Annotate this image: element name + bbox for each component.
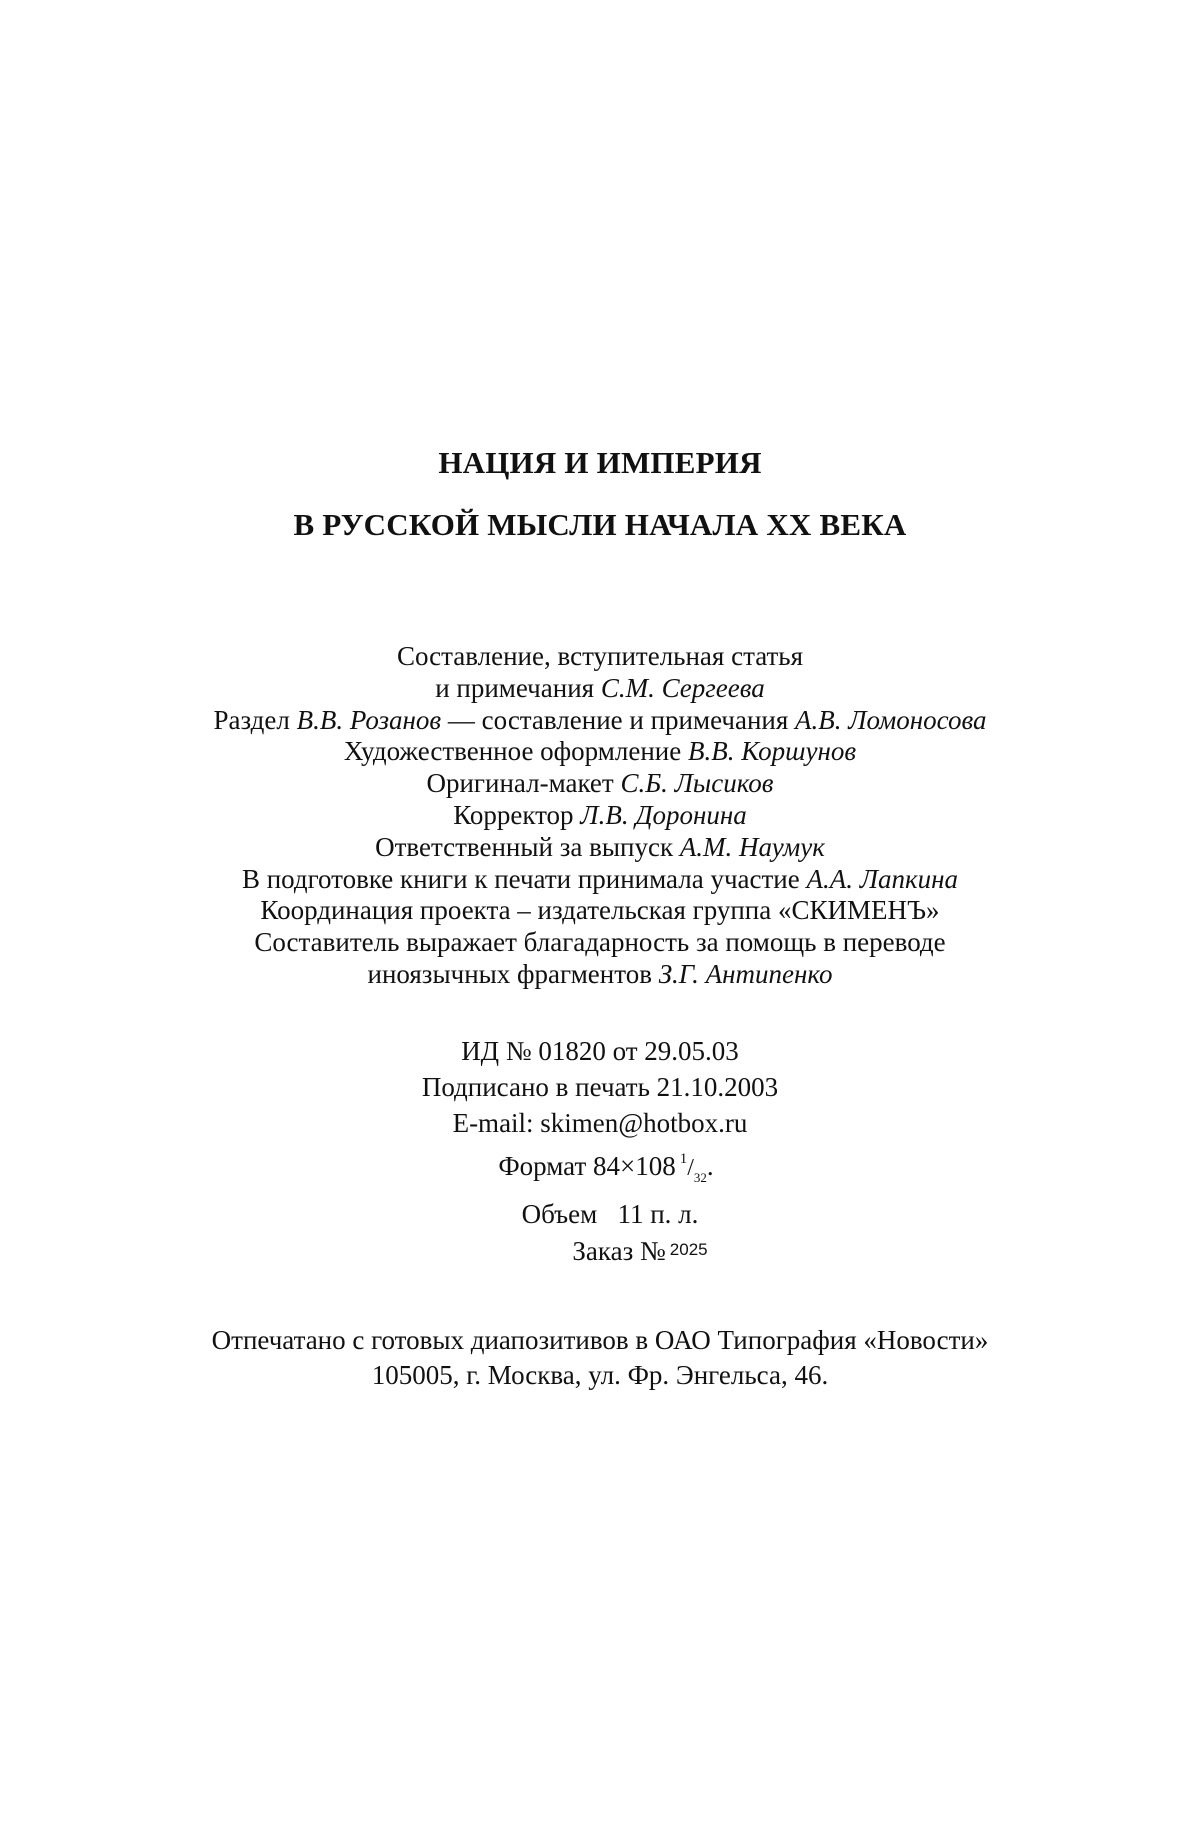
printer-address: 105005, г. Москва, ул. Фр. Энгельса, 46. <box>371 1360 829 1390</box>
book-title <box>0 432 1200 556</box>
credit-preparation <box>0 864 1200 896</box>
credit-compilation <box>0 641 1200 673</box>
credit-thanks <box>0 927 1200 959</box>
credit-text: Координация проекта – издательская группа «СКИМЕНЪ» <box>260 895 940 926</box>
credit-translation <box>0 959 1200 991</box>
credit-text: Корректор <box>453 799 581 830</box>
volume-line <box>10 1196 1200 1232</box>
credit-notes <box>0 673 1200 705</box>
credit-text: Оригинал-макет <box>426 768 621 799</box>
format-suffix: . <box>706 1151 714 1181</box>
printer-info <box>0 1323 1200 1393</box>
printer-name: Отпечатано с готовых диапозитивов в ОАО Типография «Новости» <box>211 1325 989 1355</box>
credit-rozanov-section <box>0 705 1200 737</box>
credit-proofreader <box>0 800 1200 832</box>
credit-person: С.М. Сергеева <box>600 672 765 703</box>
credit-text: — составление и примечания <box>441 704 796 735</box>
signed-date: Подписано в печать 21.10.2003 <box>421 1072 779 1102</box>
format-line <box>6 1141 1200 1196</box>
credit-person: А.В. Ломоносова <box>795 704 987 735</box>
credit-responsible <box>0 832 1200 864</box>
title-line-1: НАЦИЯ И ИМПЕРИЯ <box>438 445 762 480</box>
format-label: Формат 84×108 <box>498 1151 676 1181</box>
order-line <box>40 1232 1200 1269</box>
publication-details <box>0 1033 1200 1269</box>
order-label: Заказ № <box>572 1236 666 1266</box>
credit-text: Составитель выражает благадарность за помощь в переводе <box>254 927 946 958</box>
credit-text: Художественное оформление <box>343 736 688 767</box>
format-numerator: 1 <box>679 1151 688 1167</box>
credit-person: А.М. Наумук <box>679 831 825 862</box>
license-id: ИД № 01820 от 29.05.03 <box>461 1036 739 1066</box>
order-number: 2025 <box>669 1240 708 1259</box>
credit-text: Раздел <box>213 704 297 735</box>
credit-text: Составление, вступительная статья <box>396 641 804 671</box>
credit-design <box>0 736 1200 768</box>
credit-layout <box>0 768 1200 800</box>
credit-text: В подготовке книги к печати принимала участие <box>241 863 807 894</box>
credit-person: В.В. Розанов <box>296 704 442 735</box>
credit-person: В.В. Коршунов <box>687 736 857 767</box>
credits-list <box>0 641 1200 991</box>
credit-text: Ответственный за выпуск <box>375 831 680 862</box>
credit-person: С.Б. Лысиков <box>620 768 774 799</box>
format-slash: / <box>687 1155 694 1181</box>
title-line-2: В РУССКОЙ МЫСЛИ НАЧАЛА XX ВЕКА <box>293 507 907 542</box>
credit-person: А.А. Лапкина <box>806 863 959 894</box>
credit-person: З.Г. Антипенко <box>658 958 833 989</box>
credit-coordination <box>0 895 1200 927</box>
credit-text: и примечания <box>435 672 601 703</box>
credit-text: иноязычных фрагментов <box>367 958 659 989</box>
credit-person: Л.В. Доронина <box>580 799 747 830</box>
volume-text: Объем 11 п. л. <box>521 1199 699 1229</box>
format-denominator: 32 <box>693 1170 707 1185</box>
email-line: E-mail: skimen@hotbox.ru <box>452 1108 748 1138</box>
